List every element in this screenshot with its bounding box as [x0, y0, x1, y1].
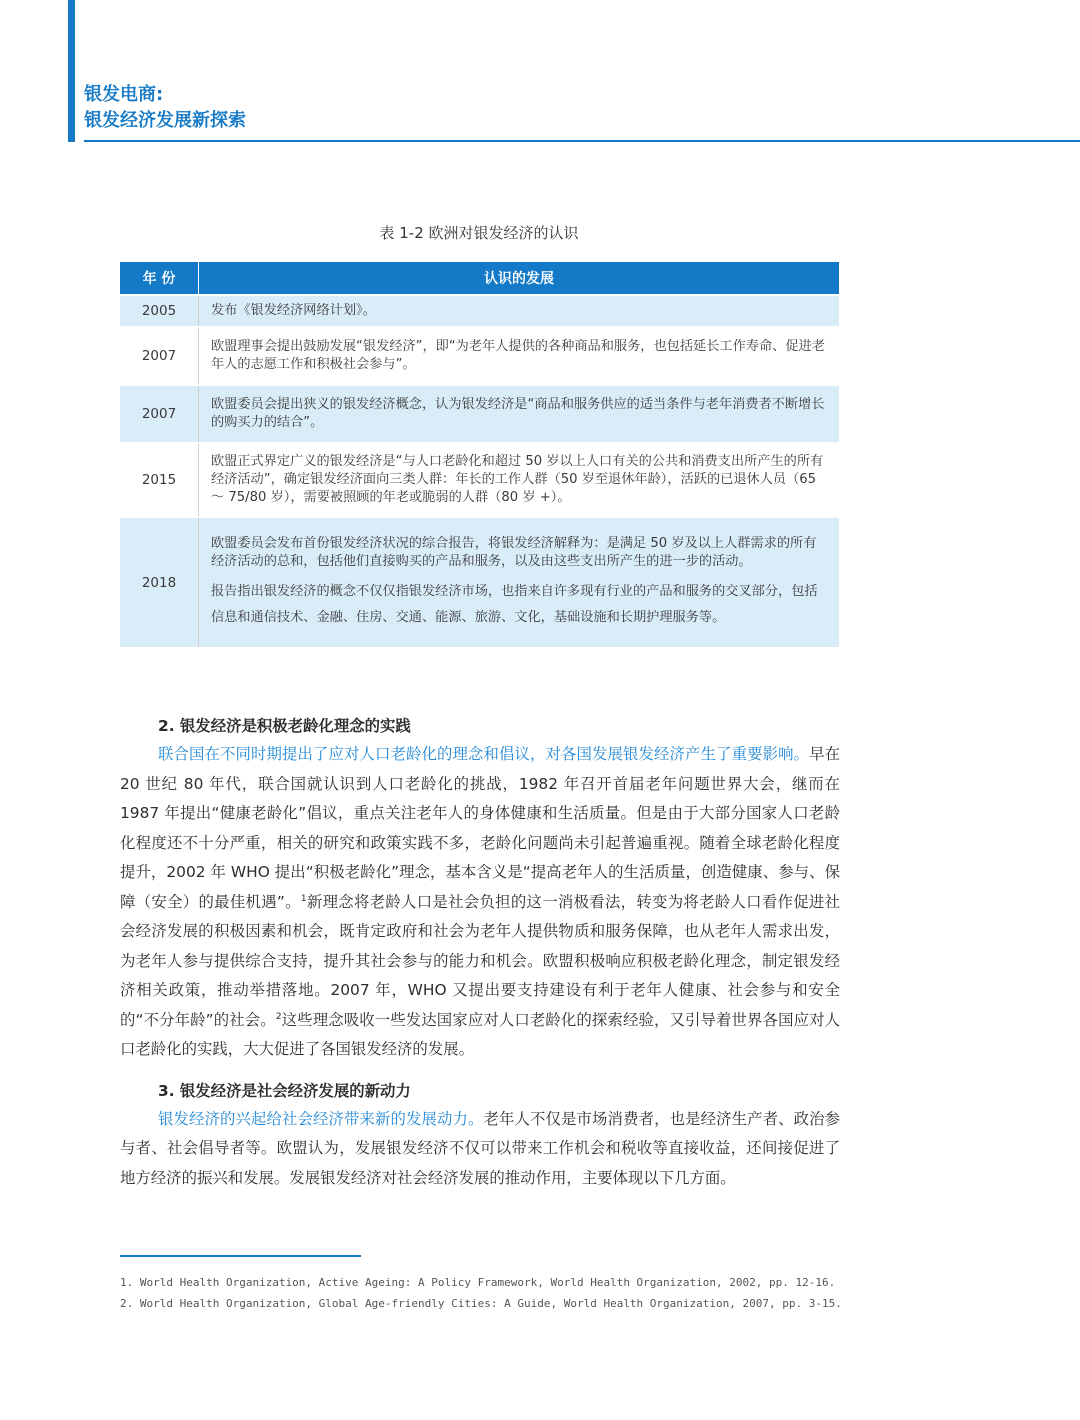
table-row: [120, 385, 839, 443]
section-3-paragraph: [120, 1105, 840, 1194]
table-cell-text-multi: [199, 517, 840, 647]
header-rule: [84, 140, 1080, 142]
europe-silver-economy-table: [120, 262, 839, 647]
header-title-line-2: 银发经济发展新探索: [84, 110, 246, 131]
table-cell-paragraph: 欧盟委员会发布首份银发经济状况的综合报告，将银发经济解释为：是满足 50 岁及以上人群需求的所有经济活动的总和，包括他们直接购买的产品和服务，以及由这些支出所产生的进一步的活动。: [211, 535, 817, 569]
section-3-lead: 银发经济的兴起给社会经济带来新的发展动力。: [158, 1109, 484, 1128]
table-cell-year: 2007: [120, 385, 199, 443]
section-3-text: 老年人不仅是市场消费者，也是经济生产者、政治参与者、社会倡导者等。欧盟认为，发展银发经济不仅可以带来工作机会和税收等直接收益，还间接促进了地方经济的振兴和发展。发展银发经济对社会经济发展的推动作用，主要体现以下几方面。: [120, 1109, 840, 1187]
column-header-year: 年 份: [120, 262, 199, 295]
table-row: [120, 295, 839, 327]
table-header-row: [120, 262, 839, 295]
table-cell-year: 2018: [120, 517, 199, 647]
footnote-rule: [120, 1255, 361, 1257]
table-caption: 表 1-2 欧洲对银发经济的认识: [379, 224, 579, 242]
table-row: [120, 443, 839, 517]
section-2-paragraph: [120, 740, 840, 1065]
header-title-line-1: 银发电商:: [84, 84, 164, 105]
table-cell-paragraph: 报告指出银发经济的概念不仅仅指银发经济市场，也指来自许多现有行业的产品和服务的交叉部分，包括信息和通信技术、金融、住房、交通、能源、旅游、文化，基础设施和长期护理服务等。: [211, 583, 818, 625]
footnotes: [120, 1272, 860, 1314]
table-cell-text: 发布《银发经济网络计划》。: [199, 295, 840, 327]
footnote-ref-1[interactable]: 1: [300, 893, 307, 904]
body-text: [120, 712, 840, 1193]
section-3-heading: 3. 银发经济是社会经济发展的新动力: [158, 1081, 411, 1100]
table-cell-year: 2007: [120, 327, 199, 385]
page-header-title: [84, 82, 246, 134]
table-cell-text: 欧盟委员会提出狭义的银发经济概念，认为银发经济是“商品和服务供应的适当条件与老年消费者不断增长的购买力的结合”。: [199, 385, 840, 443]
footnote-1: 1. World Health Organization, Active Ageing: A Policy Framework, World Health Organization, 2002, pp. 12-16.: [120, 1276, 836, 1289]
section-2-heading: 2. 银发经济是积极老龄化理念的实践: [158, 717, 411, 735]
table-cell-year: 2015: [120, 443, 199, 517]
table-cell-text: 欧盟理事会提出鼓励发展“银发经济”，即“为老年人提供的各种商品和服务，也包括延长工作寿命、促进老年人的志愿工作和积极社会参与”。: [199, 327, 840, 385]
section-2-text-a: 早在 20 世纪 80 年代，联合国就认识到人口老龄化的挑战，1982 年召开首届老年问题世界大会，继而在 1987 年提出“健康老龄化”倡议，重点关注老年人的身体健康和生活质量。但是由于大部分国家人口老龄化程度还不十分严重，相关的研究和政策实践不多，老龄化问题尚未引起普遍重视。随着全球老龄化程度提升，2002 年 WHO 提出“积极老龄化”理念，基本含义是“提高老年人的生活质量，创造健康、参与、保障（安全）的最佳机遇”。: [120, 745, 840, 911]
table-row: [120, 517, 839, 647]
header-accent-bar: [68, 0, 75, 142]
section-2-text-b: 新理念将老龄人口是社会负担的这一消极看法，转变为将老龄人口看作促进社会经济发展的积极因素和机会，既肯定政府和社会为老年人提供物质和服务保障，也从老年人需求出发，为老年人参与提供综合支持，提升其社会参与的能力和机会。欧盟积极响应积极老龄化理念，制定银发经济相关政策，推动举措落地。2007 年，WHO 又提出要支持建设有利于老年人健康、社会参与和安全的“不分年龄”的社会。: [120, 892, 840, 1029]
section-2-text-c: 这些理念吸收一些发达国家应对人口老龄化的探索经验，又引导着世界各国应对人口老龄化的实践，大大促进了各国银发经济的发展。: [120, 1010, 840, 1058]
footnote-ref-2[interactable]: 2: [275, 1011, 282, 1022]
table-cell-year: 2005: [120, 295, 199, 327]
table-cell-text: 欧盟正式界定广义的银发经济是“与人口老龄化和超过 50 岁以上人口有关的公共和消费支出所产生的所有经济活动”，确定银发经济面向三类人群：年长的工作人群（50 岁至退休年龄），活跃的已退休人员（65 ～ 75/80 岁），需要被照顾的年老或脆弱的人群（80 岁 +）。: [199, 443, 840, 517]
section-2-lead: 联合国在不同时期提出了应对人口老龄化的理念和倡议，对各国发展银发经济产生了重要影响。: [158, 745, 810, 763]
table-row: [120, 327, 839, 385]
column-header-development: 认识的发展: [199, 262, 840, 295]
footnote-2: 2. World Health Organization, Global Age-friendly Cities: A Guide, World Health Organization, 2007, pp. 3-15.: [120, 1297, 842, 1310]
